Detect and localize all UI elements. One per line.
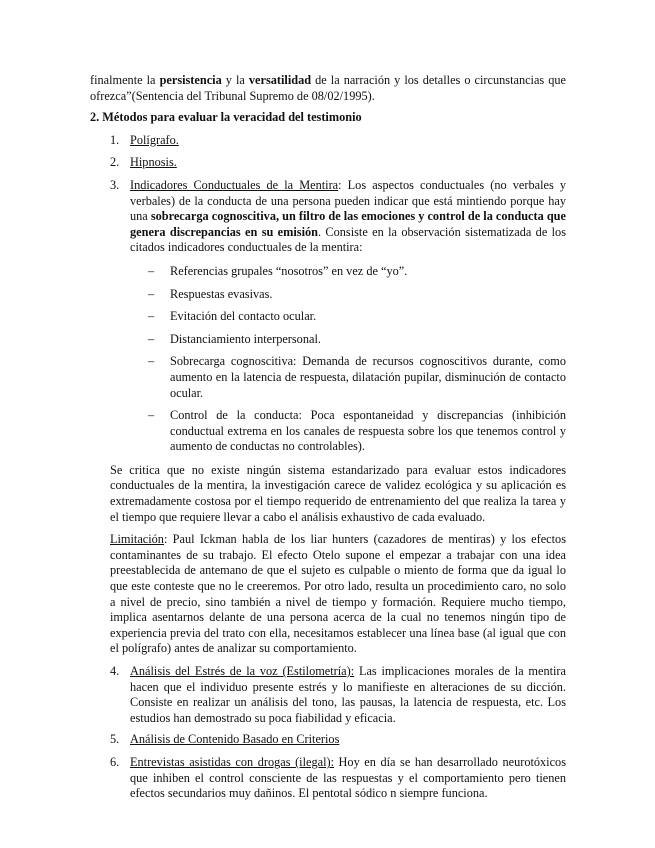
- item-title: Análisis del Estrés de la voz (Estilometría):: [130, 664, 355, 678]
- intro-text-1: finalmente la: [90, 73, 160, 87]
- item-title: Polígrafo.: [130, 132, 179, 147]
- critique-paragraph: Se critica que no existe ningún sistema estandarizado para evaluar estos indicadores conductuales de la mentira, la investigación carece de validez ecológica y su aplicación es extremadamente costosa por el tiempo requerido de entrenamiento del que realiza la tarea y el tiempo que requiere llevar a cabo el análisis exhaustivo de cada evaluado.: [110, 462, 566, 524]
- dash-bullet: –: [148, 286, 155, 301]
- methods-list-continued: [90, 664, 566, 802]
- indicator-text: Control de la conducta: Poca espontaneidad y discrepancias (inhibición conductual extrema en los canales de respuesta sobre los que tenemos control y aumento de conductas no controlables).: [170, 408, 566, 454]
- limitation-label: Limitación: [110, 532, 164, 547]
- indicator-item: [130, 354, 566, 401]
- indicator-item: [130, 309, 566, 325]
- item-number: 2.: [110, 155, 120, 170]
- item-number: 4.: [110, 664, 120, 678]
- intro-bold-persistencia: persistencia: [159, 73, 222, 87]
- method-item-5: [90, 732, 566, 748]
- item-text: Las implicaciones morales de la mentira hacen que el individuo presente estrés y lo manifieste en alteraciones de su dicción. Consiste en realizar un análisis del tono, las pausas, la latencia de respuesta, etc. Los estudios han demostrado su poca fiabilidad y eficacia.: [130, 664, 566, 725]
- intro-bold-versatilidad: versatilidad: [248, 73, 312, 87]
- dash-bullet: –: [148, 309, 155, 324]
- item-number: 3.: [110, 177, 120, 192]
- item-title: Entrevistas asistidas con drogas (ilegal):: [130, 754, 334, 769]
- dash-bullet: –: [148, 263, 155, 278]
- item-number: 5.: [110, 732, 120, 747]
- limitation-text: : Paul Ickman habla de los liar hunters (cazadores de mentiras) y los efectos contaminantes de su trabajo. El efecto Otelo supone el empezar a trabajar con una idea preestablecida de antemano de que el sujeto es culpable o miento de forma que da igual lo que este conteste que no le creeremos. Por otro lado, resulta un procedimiento caro, no solo a nivel de precio, sino también a nivel de tiempo y formación. Requiere mucho tiempo, implica asentarnos delante de una persona acerca de la cual no tenemos ningún tipo de experiencia previa del trato con ella, necesitamos establecer una línea base (al igual que con el polígrafo) antes de analizar su comportamiento.: [110, 532, 566, 656]
- item-title: Análisis de Contenido Basado en Criterios: [130, 732, 340, 747]
- item-text: Hoy en día se han desarrollado neurotóxicos que inhiben el control consciente de las respuestas y el comportamiento pero tienen efectos secundarios muy dañinos. El pentotal sódico n siempre funciona.: [130, 754, 566, 801]
- item-bold-text: sobrecarga cognoscitiva, un filtro de las emociones y control de la conducta que genera discrepancias en su emisión: [130, 209, 566, 239]
- method-item-2: [90, 155, 566, 171]
- method-item-4: [90, 664, 566, 726]
- document-page: [90, 73, 566, 808]
- intro-text-3: de la narración y los detalles o circunstancias que ofrezca”(Sentencia del Tribunal Supremo de 08/02/1995).: [90, 73, 567, 103]
- indicator-item: [130, 264, 566, 280]
- intro-paragraph: [90, 73, 566, 104]
- item-title: Indicadores Conductuales de la Mentira: [130, 177, 339, 192]
- dash-bullet: –: [148, 331, 155, 346]
- indicator-text: Respuestas evasivas.: [170, 286, 273, 301]
- dash-bullet: –: [148, 408, 155, 423]
- methods-list: [90, 133, 566, 455]
- item-text: : Los aspectos conductuales (no verbales y verbales) de la conducta de una persona pueden indicar que está mintiendo porque hay una: [130, 177, 567, 224]
- method-item-6: [90, 755, 566, 802]
- item-title: Hipnosis.: [130, 155, 177, 170]
- method-item-3: [90, 178, 566, 455]
- item-number: 1.: [110, 132, 120, 147]
- indicator-item: [130, 332, 566, 348]
- section-title: 2. Métodos para evaluar la veracidad del testimonio: [90, 110, 362, 125]
- item-number: 6.: [110, 754, 120, 769]
- method-item-1: [90, 133, 566, 149]
- dash-bullet: –: [148, 354, 155, 369]
- indicators-list: [130, 264, 566, 455]
- limitation-paragraph: [90, 532, 566, 657]
- indicator-text: Referencias grupales “nosotros” en vez de “yo”.: [170, 263, 408, 278]
- indicator-text: Distanciamiento interpersonal.: [170, 331, 321, 346]
- indicator-item: [130, 287, 566, 303]
- indicator-text: Sobrecarga cognoscitiva: Demanda de recursos cognoscitivos durante, como aumento en la latencia de respuesta, dilatación pupilar, disminución de contacto ocular.: [170, 354, 566, 400]
- indicator-text: Evitación del contacto ocular.: [170, 309, 317, 324]
- item-text-2: . Consiste en la observación sistematizada de los citados indicadores conductuales de la mentira:: [130, 224, 566, 255]
- intro-text-2: y la: [221, 73, 249, 87]
- indicator-item: [130, 408, 566, 455]
